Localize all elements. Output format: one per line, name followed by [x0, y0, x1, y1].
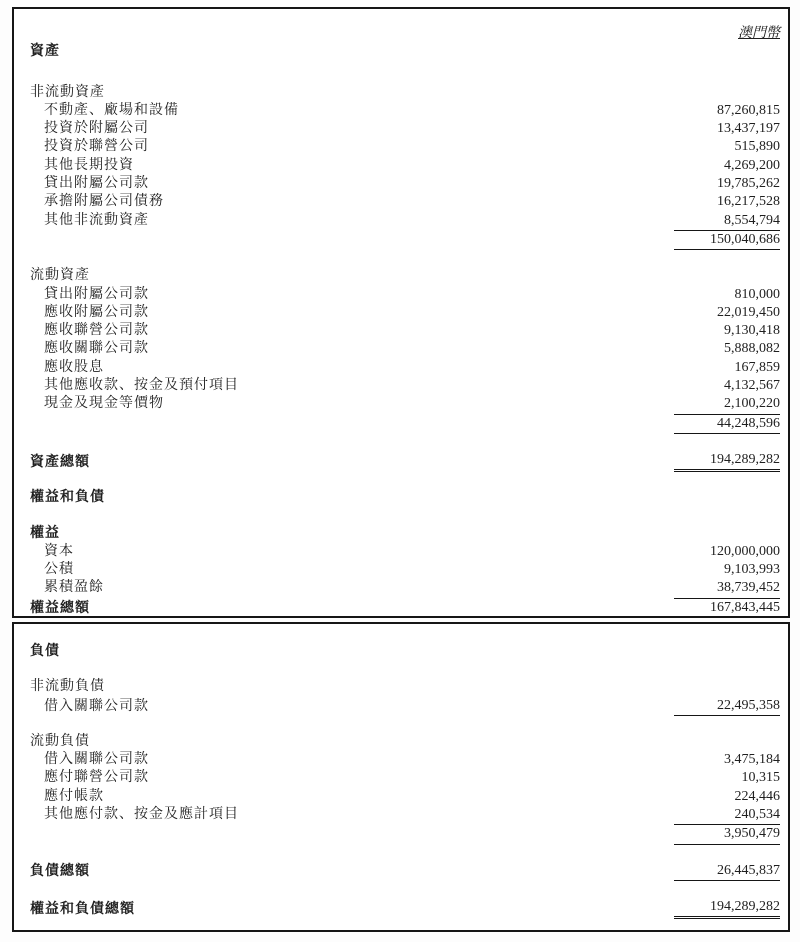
row-label: 權益和負債	[30, 490, 105, 506]
statement-row-group	[30, 267, 780, 285]
statement-row-item	[30, 120, 780, 138]
row-value: 167,843,445	[674, 598, 780, 618]
statement-row-item	[30, 579, 780, 597]
row-label: 資本	[44, 543, 74, 559]
row-label: 應付聯營公司款	[44, 770, 149, 786]
row-value: 44,248,596	[674, 414, 780, 434]
row-label: 不動產、廠場和設備	[44, 102, 179, 118]
row-value: 13,437,197	[717, 121, 780, 137]
statement-row-group	[30, 678, 780, 696]
row-value: 2,100,220	[724, 396, 780, 412]
row-label: 其他應收款、按金及預付項目	[44, 378, 239, 394]
row-label: 應收股息	[44, 359, 104, 375]
statement-row-total	[30, 862, 780, 881]
row-label: 投資於附屬公司	[44, 121, 149, 137]
row-value: 4,132,567	[724, 378, 780, 394]
row-value: 10,315	[741, 770, 780, 786]
row-label: 承擔附屬公司債務	[44, 194, 164, 210]
row-value: 150,040,686	[674, 230, 780, 250]
statement-row-subtotal	[30, 414, 780, 434]
row-label: 流動負債	[30, 733, 90, 749]
row-value: 194,289,282	[674, 451, 780, 472]
row-value: 120,000,000	[710, 543, 780, 559]
row-value: 3,475,184	[724, 752, 780, 768]
row-label: 負債	[30, 644, 60, 659]
statement-row-item	[30, 543, 780, 561]
statement-row-item	[30, 769, 780, 787]
statement-row-item	[30, 359, 780, 377]
statement-row-item	[30, 377, 780, 395]
statement-row-group	[30, 733, 780, 751]
statement-row-item	[30, 175, 780, 193]
row-label: 流動資產	[30, 268, 90, 284]
statement-row-item	[30, 751, 780, 769]
row-label: 資產總額	[30, 454, 90, 470]
row-label: 應收附屬公司款	[44, 304, 149, 320]
row-value: 87,260,815	[717, 102, 780, 118]
row-label: 累積盈餘	[44, 580, 104, 596]
row-label: 應付帳款	[44, 788, 104, 804]
statement-row-item	[30, 340, 780, 358]
row-value: 38,739,452	[717, 580, 780, 596]
row-label: 權益總額	[30, 600, 90, 616]
statement-row-item	[30, 193, 780, 211]
statement-row-subtotal	[30, 824, 780, 844]
statement-row-item	[30, 788, 780, 806]
statement-row-item	[30, 212, 780, 230]
statement-row-item	[30, 304, 780, 322]
statement-row-heading	[30, 525, 780, 543]
statement-row-item	[30, 561, 780, 579]
statement-row-item	[30, 395, 780, 413]
row-value: 9,130,418	[724, 323, 780, 339]
row-value: 224,446	[734, 788, 780, 804]
row-value: 240,534	[734, 807, 780, 823]
row-label: 借入關聯公司款	[44, 752, 149, 768]
statement-row-item	[30, 286, 780, 304]
row-label: 其他應付款、按金及應計項目	[44, 807, 239, 823]
statement-row-heading	[30, 43, 780, 61]
statement-row-heading	[30, 643, 780, 661]
row-value: 16,217,528	[717, 194, 780, 210]
row-label: 貸出附屬公司款	[44, 286, 149, 302]
row-label: 負債總額	[30, 863, 90, 879]
row-value: 9,103,993	[724, 562, 780, 578]
row-label: 權益和負債總額	[30, 901, 135, 917]
row-value: 515,890	[734, 139, 780, 155]
row-label: 其他長期投資	[44, 157, 134, 173]
row-label: 應收聯營公司款	[44, 323, 149, 339]
row-label: 現金及現金等價物	[44, 396, 164, 412]
row-value: 22,019,450	[717, 304, 780, 320]
row-value: 194,289,282	[674, 898, 780, 919]
row-label: 應收關聯公司款	[44, 341, 149, 357]
statement-row-total	[30, 451, 780, 472]
row-value: 3,950,479	[674, 824, 780, 844]
row-label: 權益	[30, 525, 60, 541]
row-value: 5,888,082	[724, 341, 780, 357]
statement-row-item	[30, 102, 780, 120]
row-label: 投資於聯營公司	[44, 139, 149, 155]
statement-row-group	[30, 84, 780, 102]
row-value: 22,495,358	[674, 697, 780, 716]
currency-label: 澳門幣	[738, 26, 780, 41]
statement-row-total	[30, 598, 780, 618]
statement-row-currency	[30, 25, 780, 43]
row-value: 8,554,794	[724, 212, 780, 228]
row-label: 非流動資產	[30, 84, 105, 100]
row-value: 167,859	[734, 359, 780, 375]
statement-row-item	[30, 697, 780, 716]
statement-row-item	[30, 322, 780, 340]
statement-row-item	[30, 157, 780, 175]
statement-row-item	[30, 138, 780, 156]
liabilities-panel	[12, 622, 790, 932]
statement-row-item	[30, 806, 780, 824]
row-value: 810,000	[734, 286, 780, 302]
statement-row-heading	[30, 489, 780, 507]
row-label: 非流動負債	[30, 679, 105, 695]
row-label: 借入關聯公司款	[44, 698, 149, 714]
row-value: 26,445,837	[674, 862, 780, 881]
row-label: 公積	[44, 562, 74, 578]
row-value: 19,785,262	[717, 176, 780, 192]
statement-row-subtotal	[30, 230, 780, 250]
row-value: 4,269,200	[724, 157, 780, 173]
row-label: 貸出附屬公司款	[44, 176, 149, 192]
statement-row-total	[30, 898, 780, 919]
row-label: 資產	[30, 44, 60, 60]
row-label: 其他非流動資產	[44, 212, 149, 228]
assets-equity-panel	[12, 7, 790, 618]
